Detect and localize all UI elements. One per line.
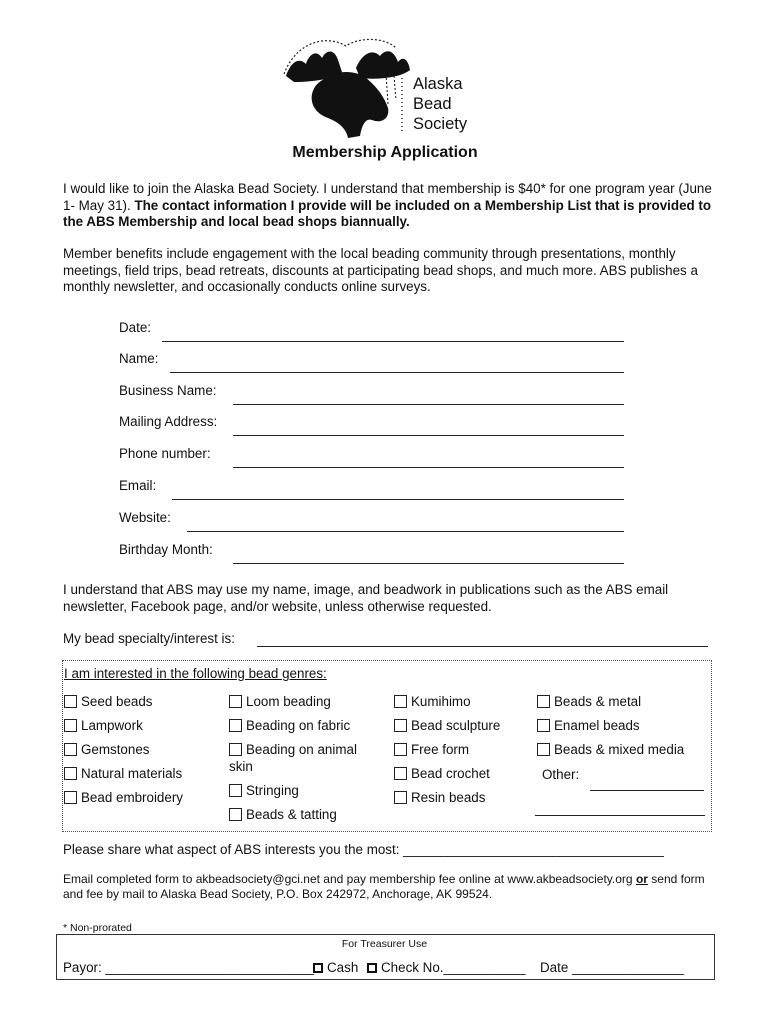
genre-label: Beading on fabric (246, 718, 351, 733)
email-note (63, 872, 713, 902)
genre-beading-on-fabric[interactable] (229, 718, 350, 733)
genre-free-form[interactable] (394, 742, 469, 757)
payor-field[interactable]: Payor: ____________________________ (63, 960, 314, 975)
checkbox[interactable] (394, 719, 407, 732)
intro-bold-text: The contact information I provide will be included on a Membership List that is provided to the ABS Membership and local bead shops biannually. (63, 197, 712, 230)
genres-heading: I am interested in the following bead genres: (64, 666, 327, 681)
genre-label: Bead crochet (411, 766, 490, 781)
genre-label: Natural materials (81, 766, 183, 781)
checkbox[interactable] (229, 695, 242, 708)
genre-seed-beads[interactable] (64, 694, 152, 709)
genre-bead-embroidery[interactable] (64, 790, 183, 805)
benefits-paragraph: Member benefits include engagement with the local beading community through presentations, monthly meetings, field trips, bead retreats, discounts at participating bead shops, and much more. ABS publishes a monthly newsletter, and occasionally conducts online surveys. (63, 246, 698, 295)
intro-text: I would like to join the Alaska Bead Society. I understand that membership is $40* for one program year (June 1- May 31). (63, 181, 712, 213)
logo-line-3: Society (413, 115, 468, 133)
checkbox[interactable] (394, 743, 407, 756)
genre-resin-beads[interactable] (394, 790, 485, 805)
genre-loom-beading[interactable] (229, 694, 331, 709)
other-label: Other: (542, 767, 580, 782)
non-prorated-note: * Non-prorated (63, 922, 132, 934)
genre-label: Beads & tatting (246, 807, 337, 822)
genre-label: Enamel beads (554, 718, 640, 733)
intro-paragraph (63, 181, 713, 231)
genre-bead-sculpture[interactable] (394, 718, 500, 733)
genre-kumihimo[interactable] (394, 694, 471, 709)
genre-label: Stringing (246, 783, 299, 798)
phone-field[interactable] (233, 467, 624, 468)
checkbox[interactable] (367, 963, 377, 973)
genre-stringing[interactable] (229, 783, 299, 798)
genre-label: Bead sculpture (411, 718, 501, 733)
birthday-month-field[interactable] (233, 563, 624, 564)
check-number-label: Check No.___________ (381, 960, 526, 975)
genre-label: Beads & metal (554, 694, 642, 709)
genre-label: Beading on animal (246, 742, 357, 757)
genre-enamel-beads[interactable] (537, 718, 640, 733)
birthday-month-label: Birthday Month: (119, 542, 213, 557)
mailing-address-label: Mailing Address: (119, 414, 218, 429)
other-field-2[interactable] (535, 815, 705, 816)
genre-label: Kumihimo (411, 694, 471, 709)
genre-label: Gemstones (81, 742, 150, 757)
logo-text (413, 74, 467, 134)
checkbox[interactable] (64, 719, 77, 732)
genre-label: Lampwork (81, 718, 143, 733)
name-field[interactable] (170, 372, 624, 373)
genre-label: Bead embroidery (81, 790, 183, 805)
checkbox[interactable] (394, 767, 407, 780)
checkbox[interactable] (313, 963, 323, 973)
checkbox[interactable] (229, 784, 242, 797)
genre-bead-crochet[interactable] (394, 766, 490, 781)
email-field[interactable] (172, 499, 624, 500)
page-title: Membership Application (292, 144, 478, 161)
business-name-field[interactable] (233, 404, 624, 405)
genre-label: Loom beading (246, 694, 331, 709)
checkbox[interactable] (229, 719, 242, 732)
specialty-label: My bead specialty/interest is: (63, 631, 235, 646)
cash-option[interactable] (309, 960, 358, 975)
consent-paragraph: I understand that ABS may use my name, image, and beadwork in publications such as the ABS email newsletter, Facebook page, and/or website, unless otherwise requested. (63, 582, 669, 614)
check-option[interactable] (363, 960, 525, 975)
genre-gemstones[interactable] (64, 742, 149, 757)
checkbox[interactable] (394, 695, 407, 708)
website-label: Website: (119, 510, 171, 525)
checkbox[interactable] (64, 743, 77, 756)
genre-label-continued: skin (229, 759, 253, 774)
genre-natural-materials[interactable] (64, 766, 182, 781)
name-label: Name: (119, 351, 159, 366)
date-field[interactable] (162, 341, 624, 342)
email-label: Email: (119, 478, 157, 493)
email-note-part-2: send form and fee by mail to Alaska Bead Society, P.O. Box 242972, Anchorage, AK 99524. (63, 872, 705, 901)
genre-beads-and-metal[interactable] (537, 694, 641, 709)
checkbox[interactable] (537, 719, 550, 732)
specialty-field[interactable] (257, 646, 708, 647)
genre-lampwork[interactable] (64, 718, 143, 733)
genre-beads-and-tatting[interactable] (229, 807, 337, 822)
share-interest-label: Please share what aspect of ABS interests you the most: ___________________________________ (63, 842, 664, 857)
phone-label: Phone number: (119, 446, 211, 461)
email-note-or: or (635, 872, 648, 886)
checkbox[interactable] (229, 808, 242, 821)
genre-beading-on-animal-skin[interactable] (229, 742, 357, 757)
genre-label: Beads & mixed media (554, 742, 685, 757)
checkbox[interactable] (229, 743, 242, 756)
treasurer-date-field[interactable]: Date _______________ (540, 960, 684, 975)
date-label: Date: (119, 320, 152, 335)
genre-label: Resin beads (411, 790, 486, 805)
email-note-part-1: Email completed form to akbeadsociety@gci.net and pay membership fee online at www.akbeadsociety.org (63, 872, 636, 886)
checkbox[interactable] (64, 695, 77, 708)
checkbox[interactable] (64, 791, 77, 804)
business-name-label: Business Name: (119, 383, 217, 398)
genre-label: Seed beads (81, 694, 153, 709)
other-field-1[interactable] (590, 790, 704, 791)
checkbox[interactable] (394, 791, 407, 804)
checkbox[interactable] (64, 767, 77, 780)
checkbox[interactable] (537, 695, 550, 708)
genre-label: Free form (411, 742, 470, 757)
genre-beads-and-mixed-media[interactable] (537, 742, 684, 757)
logo-line-2: Bead (413, 95, 452, 113)
logo-line-1: Alaska (413, 75, 463, 93)
website-field[interactable] (187, 531, 624, 532)
cash-label: Cash (327, 960, 359, 975)
treasurer-heading: For Treasurer Use (341, 938, 428, 950)
mailing-address-field[interactable] (233, 435, 624, 436)
checkbox[interactable] (537, 743, 550, 756)
